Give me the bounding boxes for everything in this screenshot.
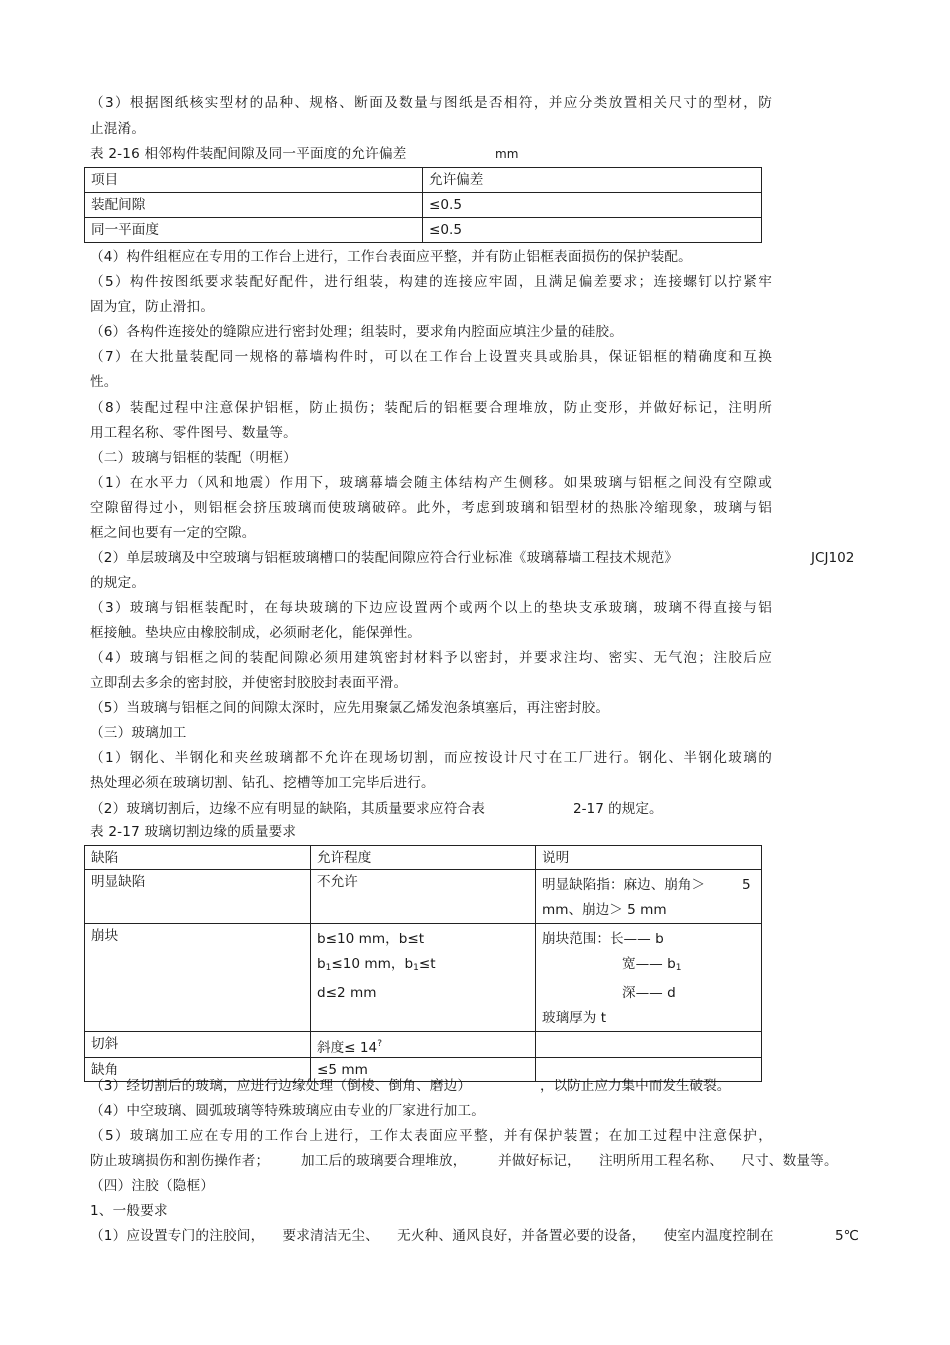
paragraph-line: （5）构件按图纸要求装配好配件，进行组装，构建的连接应牢固，且满足偏差要求；连接螺钉以拧紧牢 <box>90 274 772 290</box>
table-cell: 装配间隙 <box>85 193 423 218</box>
table-header-cell: 允许程度 <box>311 846 536 870</box>
section-heading: （四）注胶（隐框） <box>90 1178 215 1194</box>
cell-line: mm、崩边＞ 5 mm <box>542 902 667 918</box>
table-header-row <box>85 168 762 193</box>
paragraph-line: （4）构件组框应在专用的工作台上进行，工作台表面应平整，并有防止铝框表面损伤的保护装配。 <box>90 249 692 265</box>
paragraph-line: （3）根据图纸核实型材的品种、规格、断面及数量与图纸是否相符，并应分类放置相关尺寸的型材，防 <box>90 95 772 111</box>
cell-text: b <box>317 956 326 972</box>
table-2-16 <box>84 167 762 243</box>
superscript: ? <box>377 1039 382 1049</box>
cell-text: 明显缺陷指：麻边、崩角＞ <box>542 877 706 893</box>
table-row <box>85 218 762 243</box>
table-row <box>85 193 762 218</box>
cell-line <box>542 873 755 898</box>
paragraph-line: 的规定。 <box>90 575 146 591</box>
paragraph-line: （7）在大批量装配同一规格的幕墙构件时，可以在工作台上设置夹具或胎具，保证铝框的精确度和互换 <box>90 349 772 365</box>
subscript: 1 <box>413 963 419 973</box>
table-row <box>85 870 762 924</box>
table-cell: ≤5 mm <box>311 1058 536 1082</box>
paragraph-line: （3）经切割后的玻璃，应进行边缘处理（倒棱、倒角、磨边） <box>90 1078 472 1094</box>
table-cell: ≤0.5 <box>423 193 762 218</box>
paragraph-line: 防止玻璃损伤和割伤操作者； 加工后的玻璃要合理堆放， 并做好标记， 注明所用工程名称、 尺寸、数量等。 <box>90 1153 838 1169</box>
paragraph-line: 立即刮去多余的密封胶，并使密封胶胶封表面平滑。 <box>90 675 408 691</box>
cell-line: 深—— d <box>622 985 676 1001</box>
paragraph-line: 2-17 的规定。 <box>573 801 663 817</box>
paragraph-line: （5）玻璃加工应在专用的工作台上进行，工作太表面应平整，并有保护装置；在加工过程中注意保护， <box>90 1128 772 1144</box>
paragraph-line: 框之间也要有一定的空隙。 <box>90 525 256 541</box>
paragraph-line: 空隙留得过小，则铝框会挤压玻璃而使玻璃破碎。此外，考虑到玻璃和铝型材的热胀冷缩现象，玻璃与铝 <box>90 500 772 516</box>
paragraph-line: （3）玻璃与铝框装配时，在每块玻璃的下边应设置两个或两个以上的垫块支承玻璃，玻璃不得直接与铝 <box>90 600 772 616</box>
table-header-cell: 项目 <box>85 168 423 193</box>
standard-code: JCJ102 <box>811 550 855 566</box>
table-unit: mm <box>495 147 519 161</box>
table-cell: 不允许 <box>311 870 536 924</box>
table-caption: 表 2-16 相邻构件装配间隙及同一平面度的允许偏差 <box>90 146 407 162</box>
table-cell <box>536 1032 762 1058</box>
paragraph-line: （1）钢化、半钢化和夹丝玻璃都不允许在现场切割，而应按设计尺寸在工厂进行。钢化、半钢化玻璃的 <box>90 750 772 766</box>
cell-line: d≤2 mm <box>317 985 377 1001</box>
table-header-cell: 说明 <box>536 846 762 870</box>
table-header-row <box>85 846 762 870</box>
paragraph-line: （4）玻璃与铝框之间的装配间隙必须用建筑密封材料予以密封，并要求注均、密实、无气泡；注胶后应 <box>90 650 772 666</box>
cell-line <box>542 952 755 981</box>
table-row <box>85 924 762 1032</box>
subsection-heading: 1、一般要求 <box>90 1203 168 1219</box>
table-2-17 <box>84 845 762 1082</box>
subscript: 1 <box>675 963 682 973</box>
cell-line: b≤10 mm，b≤t <box>317 931 425 947</box>
cell-line <box>317 952 529 981</box>
table-cell: 崩块 <box>85 924 311 1032</box>
paragraph-line: （2）单层玻璃及中空玻璃与铝框玻璃槽口的装配间隙应符合行业标准《玻璃幕墙工程技术规范》 <box>90 550 679 566</box>
paragraph-line: 性。 <box>90 374 118 390</box>
paragraph-line: 框接触。垫块应由橡胶制成，必须耐老化，能保弹性。 <box>90 625 422 641</box>
paragraph-line: （1）在水平力（风和地震）作用下，玻璃幕墙会随主体结构产生侧移。如果玻璃与铝框之间没有空隙或 <box>90 475 772 491</box>
table-cell: 缺角 <box>85 1058 311 1082</box>
cell-text: 斜度≤ 14 <box>317 1040 378 1056</box>
cell-line: 崩块范围：长—— b <box>542 931 664 947</box>
table-row <box>85 1032 762 1058</box>
table-cell <box>311 924 536 1032</box>
table-cell <box>311 1032 536 1058</box>
section-heading: （三）玻璃加工 <box>90 725 187 741</box>
paragraph-line: 用工程名称、零件图号、数量等。 <box>90 425 297 441</box>
table-cell: 同一平面度 <box>85 218 423 243</box>
paragraph-line: （6）各构件连接处的缝隙应进行密封处理；组装时，要求角内腔面应填注少量的硅胶。 <box>90 324 624 340</box>
table-caption: 表 2-17 玻璃切割边缘的质量要求 <box>90 824 297 840</box>
cell-text: 宽—— b <box>622 956 676 972</box>
paragraph-line: （4）中空玻璃、圆弧玻璃等特殊玻璃应由专业的厂家进行加工。 <box>90 1103 486 1119</box>
table-header-cell: 缺陷 <box>85 846 311 870</box>
subscript: 1 <box>325 963 332 973</box>
table-header-cell: 允许偏差 <box>423 168 762 193</box>
table-cell <box>536 924 762 1032</box>
cell-text: ≤t <box>418 956 436 972</box>
paragraph-line: 止混淆。 <box>90 121 146 137</box>
table-cell <box>536 870 762 924</box>
paragraph-line: 5℃ <box>835 1228 859 1244</box>
table-cell: 明显缺陷 <box>85 870 311 924</box>
paragraph-line: ，以防止应力集中而发生破裂。 <box>540 1078 731 1094</box>
table-cell: ≤0.5 <box>423 218 762 243</box>
paragraph-line: （1）应设置专门的注胶间， 要求清洁无尘、 无火种、通风良好，并备置必要的设备， 使室内温度控制在 <box>90 1228 774 1244</box>
table-cell: 切斜 <box>85 1032 311 1058</box>
paragraph-line: （2）玻璃切割后，边缘不应有明显的缺陷，其质量要求应符合表 <box>90 801 486 817</box>
section-heading: （二）玻璃与铝框的装配（明框） <box>90 450 297 466</box>
cell-text: ≤10 mm，b <box>331 956 414 972</box>
paragraph-line: 固为宜，防止滑扣。 <box>90 299 215 315</box>
cell-text: 5 <box>742 877 751 893</box>
cell-line: 玻璃厚为 t <box>542 1010 607 1026</box>
paragraph-line: 热处理必须在玻璃切割、钻孔、挖槽等加工完毕后进行。 <box>90 775 435 791</box>
paragraph-line: （8）装配过程中注意保护铝框，防止损伤；装配后的铝框要合理堆放，防止变形，并做好标记，注明所 <box>90 400 772 416</box>
paragraph-line: （5）当玻璃与铝框之间的间隙太深时，应先用聚氯乙烯发泡条填塞后，再注密封胶。 <box>90 700 610 716</box>
